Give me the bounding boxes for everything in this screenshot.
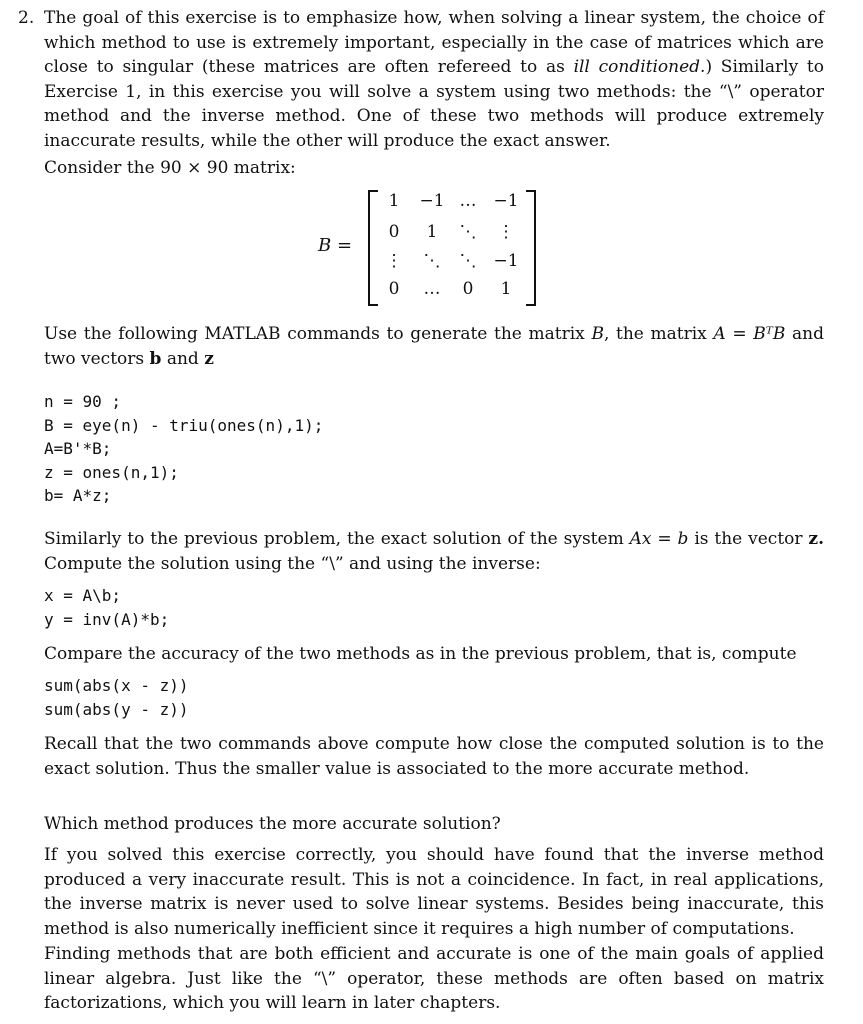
similar-text-1: Similarly to the previous problem, the exact solution of the system: [44, 529, 630, 549]
equation-Axb: Ax = b: [629, 529, 689, 549]
matrix-cell: ⋱: [423, 251, 441, 271]
matrix-cell: 0: [462, 279, 474, 299]
similarly-paragraph: [44, 527, 824, 576]
matrix-cell: 0: [388, 222, 400, 242]
matlab-code-compare: sum(abs(x - z)) sum(abs(y - z)): [44, 676, 189, 719]
matrix-cell: ⋮: [385, 251, 403, 271]
similar-text-2: is the vector: [688, 529, 809, 549]
matrix-b: [300, 186, 560, 306]
matlab-commands-intro: [44, 322, 824, 371]
matrix-cell: −1: [419, 191, 445, 211]
matrix-cell: ⋮: [497, 222, 515, 242]
intro-text-2: ) Similarly to Exercise 1, in this exercise you will solve a system using two methods: the “\” operator method and the inverse method. One of these two methods will produce extremely inaccurate results, while the other will produce the exact answer.: [44, 57, 824, 151]
ill-conditioned-term: ill conditioned.: [573, 57, 706, 77]
matrix-cell: 1: [388, 191, 400, 211]
matlab-code-solve: x = A\b; y = inv(A)*b;: [44, 586, 170, 629]
right-bracket: [526, 190, 536, 306]
vector-z-solution: z.: [808, 529, 824, 549]
matrix-cell: ⋱: [459, 251, 477, 271]
matrix-cell: …: [423, 279, 441, 299]
matlab-code-setup: n = 90 ; B = eye(n) - triu(ones(n),1); A=B'*B; z = ones(n,1); b= A*z;: [44, 392, 324, 506]
matrix-cell: −1: [493, 251, 519, 271]
explanation-paragraph: If you solved this exercise correctly, you should have found that the inverse method produced a very inaccurate result. This is not a coincidence. In fact, in real applications, the inverse matrix is never used to solve linear systems. Besides being inaccurate, this method is also numerically inefficient since it requires a high number of computations.: [44, 845, 824, 939]
matrix-cell: 0: [388, 279, 400, 299]
use-text-4: and: [161, 348, 205, 369]
use-text-2: , the matrix: [603, 324, 714, 344]
intro-paragraph: [44, 6, 824, 153]
matrix-cell: ⋱: [459, 222, 477, 242]
problem-number: 2.: [18, 8, 35, 28]
intro-text-1: The goal of this exercise is to emphasize how, when solving a linear system, the choice of which method to use is extremely important, especially in the case of matrices which are close to singular (these matrices are often refereed to as: [44, 8, 824, 77]
matrix-cell: −1: [493, 191, 519, 211]
matrix-cell: …: [459, 191, 477, 211]
matrix-cell: 1: [426, 222, 438, 242]
question-text: Which method produces the more accurate solution?: [44, 814, 501, 834]
equation-A: A = BᵀB: [713, 324, 786, 344]
recall-paragraph: Recall that the two commands above compute how close the computed solution is to the exact solution. Thus the smaller value is associated to the more accurate method.: [44, 734, 824, 779]
compare-text: Compare the accuracy of the two methods as in the previous problem, that is, compute: [44, 644, 797, 664]
similar-text-3: Compute the solution using the “\” and using the inverse:: [44, 553, 541, 574]
vector-z: z: [204, 348, 214, 369]
consider-matrix-text: Consider the 90 × 90 matrix:: [44, 158, 296, 178]
vector-b: b: [149, 348, 162, 369]
closing-paragraph: Finding methods that are both efficient and accurate is one of the main goals of applied linear algebra. Just like the “\” operator, these methods are often based on matrix factorizations, which you will learn in later chapters.: [44, 944, 824, 1013]
matrix-cell: 1: [500, 279, 512, 299]
matrix-label: B =: [318, 235, 353, 256]
use-text-3: and two vectors: [44, 324, 825, 369]
var-B: B: [591, 324, 604, 344]
use-text-1: Use the following MATLAB commands to generate the matrix: [44, 324, 592, 344]
